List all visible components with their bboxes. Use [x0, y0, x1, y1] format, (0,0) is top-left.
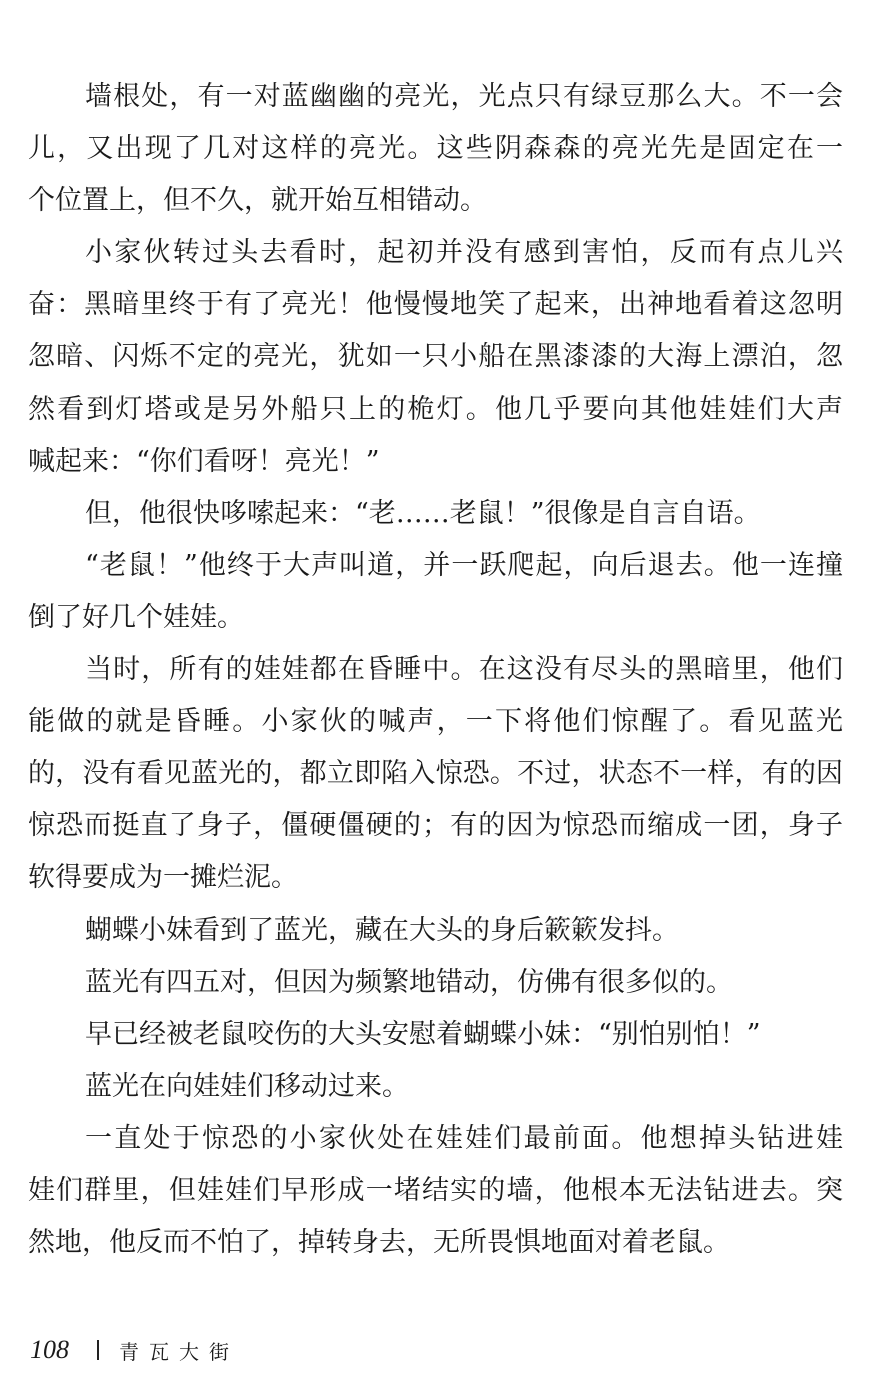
paragraph	[28, 71, 843, 227]
text-line: 奋：黑暗里终于有了亮光！他慢慢地笑了起来，出神地看着这忽明	[28, 289, 843, 321]
page-number: 108	[30, 1335, 69, 1364]
body-text	[28, 71, 843, 1269]
text-line: 早已经被老鼠咬伤的大头安慰着蝴蝶小妹：“别怕别怕！”	[85, 1018, 761, 1050]
text-line: 的，没有看见蓝光的，都立即陷入惊恐。不过，状态不一样，有的因	[28, 758, 843, 790]
text-line: 忽暗、闪烁不定的亮光，犹如一只小船在黑漆漆的大海上漂泊，忽	[28, 341, 843, 373]
text-line: 一直处于惊恐的小家伙处在娃娃们最前面。他想掉头钻进娃	[85, 1122, 843, 1154]
paragraph	[28, 905, 843, 957]
text-line: 软得要成为一摊烂泥。	[28, 862, 298, 894]
text-line: 倒了好几个娃娃。	[28, 601, 244, 633]
paragraph	[28, 227, 843, 487]
text-line: 蓝光有四五对，但因为频繁地错动，仿佛有很多似的。	[85, 966, 733, 998]
paragraph	[28, 1009, 843, 1061]
page-footer	[30, 1332, 239, 1368]
text-line: 儿，又出现了几对这样的亮光。这些阴森森的亮光先是固定在一	[28, 133, 843, 165]
text-line: “老鼠！”他终于大声叫道，并一跃爬起，向后退去。他一连撞	[85, 549, 843, 581]
paragraph	[28, 488, 843, 540]
text-line: 蓝光在向娃娃们移动过来。	[85, 1070, 409, 1102]
text-line: 娃们群里，但娃娃们早形成一堵结实的墙，他根本无法钻进去。突	[28, 1174, 843, 1206]
text-line: 惊恐而挺直了身子，僵硬僵硬的；有的因为惊恐而缩成一团，身子	[28, 810, 843, 842]
text-line: 当时，所有的娃娃都在昏睡中。在这没有尽头的黑暗里，他们	[85, 654, 843, 686]
paragraph	[28, 957, 843, 1009]
text-line: 小家伙转过头去看时，起初并没有感到害怕，反而有点儿兴	[85, 237, 843, 269]
text-line: 能做的就是昏睡。小家伙的喊声，一下将他们惊醒了。看见蓝光	[28, 706, 843, 738]
text-line: 喊起来：“你们看呀！亮光！”	[28, 445, 380, 477]
footer-separator	[97, 1340, 99, 1360]
running-title: 青瓦大街	[119, 1339, 239, 1364]
paragraph	[28, 540, 843, 644]
paragraph	[28, 1061, 843, 1113]
text-line: 但，他很快哆嗦起来：“老……老鼠！”很像是自言自语。	[85, 497, 761, 529]
paragraph	[28, 644, 843, 904]
text-line: 个位置上，但不久，就开始互相错动。	[28, 185, 487, 217]
text-line: 蝴蝶小妹看到了蓝光，藏在大头的身后簌簌发抖。	[85, 914, 679, 946]
text-line: 然看到灯塔或是另外船只上的桅灯。他几乎要向其他娃娃们大声	[28, 393, 843, 425]
text-line: 然地，他反而不怕了，掉转身去，无所畏惧地面对着老鼠。	[28, 1227, 730, 1259]
text-line: 墙根处，有一对蓝幽幽的亮光，光点只有绿豆那么大。不一会	[85, 81, 843, 112]
paragraph	[28, 1113, 843, 1269]
